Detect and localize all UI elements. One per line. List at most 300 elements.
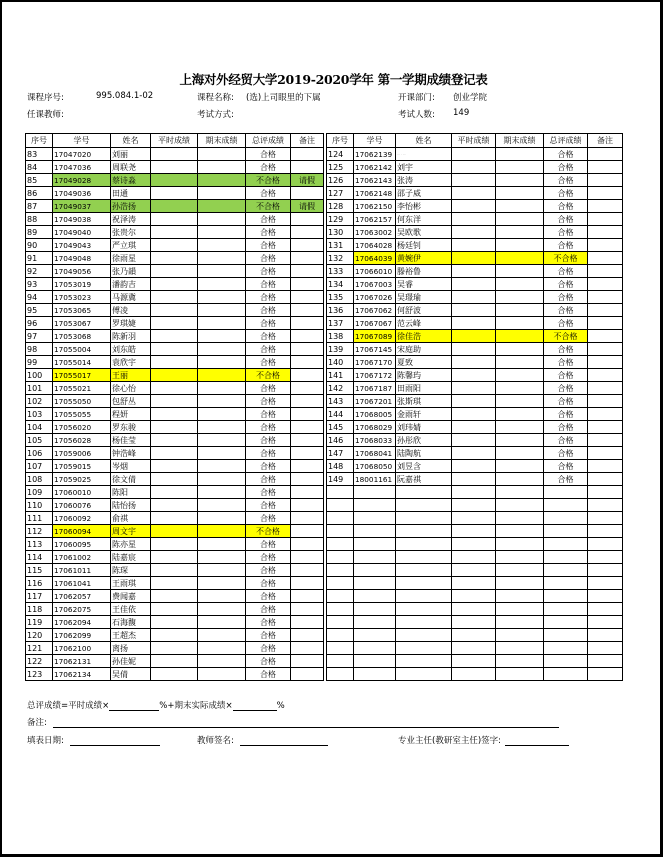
final-score-cell[interactable] <box>198 434 246 447</box>
usual-score-cell[interactable] <box>452 200 496 213</box>
final-score-cell[interactable] <box>198 512 246 525</box>
seq-cell: 102 <box>26 395 53 408</box>
empty-cell <box>452 655 496 668</box>
usual-score-cell[interactable] <box>452 265 496 278</box>
name-cell: 何舒波 <box>396 304 452 317</box>
usual-score-cell[interactable] <box>452 473 496 486</box>
final-score-cell[interactable] <box>496 278 544 291</box>
final-score-cell[interactable] <box>198 538 246 551</box>
empty-cell <box>396 655 452 668</box>
note-cell <box>588 473 623 486</box>
empty-cell <box>452 551 496 564</box>
usual-score-cell[interactable] <box>151 577 198 590</box>
empty-cell <box>544 486 588 499</box>
final-score-cell[interactable] <box>198 239 246 252</box>
empty-cell <box>327 668 354 681</box>
usual-score-cell[interactable] <box>452 408 496 421</box>
usual-score-cell[interactable] <box>151 304 198 317</box>
table-row <box>26 343 324 356</box>
empty-cell <box>327 499 354 512</box>
final-score-cell[interactable] <box>198 343 246 356</box>
usual-score-cell[interactable] <box>151 408 198 421</box>
table-row <box>327 369 623 382</box>
final-score-cell[interactable] <box>496 226 544 239</box>
final-score-cell[interactable] <box>198 473 246 486</box>
seq-cell: 87 <box>26 200 53 213</box>
final-score-cell[interactable] <box>198 499 246 512</box>
note-cell <box>291 564 324 577</box>
seq-cell: 125 <box>327 161 354 174</box>
usual-score-cell[interactable] <box>151 148 198 161</box>
table-row <box>26 668 324 681</box>
table-row <box>26 200 324 213</box>
student-id-cell: 17055055 <box>53 408 111 421</box>
final-score-cell[interactable] <box>198 317 246 330</box>
table-row <box>327 395 623 408</box>
seq-cell: 143 <box>327 395 354 408</box>
final-score-cell[interactable] <box>496 187 544 200</box>
table-row <box>327 291 623 304</box>
page-title: 上海对外经贸大学2019-2020学年 第一学期成绩登记表 <box>179 72 488 87</box>
final-score-cell[interactable] <box>198 616 246 629</box>
usual-score-cell[interactable] <box>452 239 496 252</box>
student-id-cell: 17053023 <box>53 291 111 304</box>
empty-cell <box>354 512 396 525</box>
final-score-cell[interactable] <box>198 577 246 590</box>
usual-score-cell[interactable] <box>151 447 198 460</box>
final-score-cell[interactable] <box>198 382 246 395</box>
student-id-cell: 17062139 <box>354 148 396 161</box>
seq-cell: 134 <box>327 278 354 291</box>
usual-score-cell[interactable] <box>452 343 496 356</box>
usual-score-cell[interactable] <box>151 512 198 525</box>
table-row <box>327 161 623 174</box>
name-cell: 岑烟 <box>111 460 151 473</box>
final-score-cell[interactable] <box>496 460 544 473</box>
name-cell: 杨佳莹 <box>111 434 151 447</box>
empty-cell <box>396 642 452 655</box>
name-cell: 陈亦星 <box>111 538 151 551</box>
usual-score-cell[interactable] <box>452 226 496 239</box>
usual-score-cell[interactable] <box>452 161 496 174</box>
final-score-cell[interactable] <box>198 200 246 213</box>
empty-cell <box>544 551 588 564</box>
empty-cell <box>327 486 354 499</box>
student-id-cell: 17049043 <box>53 239 111 252</box>
total-score-cell: 合格 <box>246 460 291 473</box>
total-score-cell: 合格 <box>544 174 588 187</box>
empty-cell <box>354 577 396 590</box>
final-score-cell[interactable] <box>198 330 246 343</box>
final-score-cell[interactable] <box>198 551 246 564</box>
seq-cell: 110 <box>26 499 53 512</box>
total-score-cell: 合格 <box>544 408 588 421</box>
seq-cell: 133 <box>327 265 354 278</box>
empty-cell <box>354 668 396 681</box>
final-score-cell[interactable] <box>198 668 246 681</box>
final-score-cell[interactable] <box>198 148 246 161</box>
dept: 创业学院 <box>453 93 488 103</box>
final-score-cell[interactable] <box>198 629 246 642</box>
usual-score-cell[interactable] <box>151 655 198 668</box>
final-score-cell[interactable] <box>496 174 544 187</box>
empty-cell <box>354 655 396 668</box>
usual-score-cell[interactable] <box>151 460 198 473</box>
final-score-cell[interactable] <box>198 421 246 434</box>
table-row <box>327 174 623 187</box>
final-score-cell[interactable] <box>198 278 246 291</box>
usual-score-cell[interactable] <box>151 395 198 408</box>
seq-cell: 139 <box>327 343 354 356</box>
date-field[interactable] <box>70 736 160 746</box>
note-cell <box>291 317 324 330</box>
final-score-cell[interactable] <box>496 356 544 369</box>
name-cell: 吴欧歌 <box>396 226 452 239</box>
final-score-cell[interactable] <box>198 603 246 616</box>
empty-cell <box>396 616 452 629</box>
table-row <box>26 252 324 265</box>
student-id-cell: 17060010 <box>53 486 111 499</box>
final-score-cell[interactable] <box>496 447 544 460</box>
usual-score-cell[interactable] <box>151 538 198 551</box>
usual-score-cell[interactable] <box>151 356 198 369</box>
student-id-cell: 17067067 <box>354 317 396 330</box>
usual-score-cell[interactable] <box>452 382 496 395</box>
name-cell: 刘玮婧 <box>396 421 452 434</box>
name-cell: 袁欣宇 <box>111 356 151 369</box>
total-score-cell: 不合格 <box>246 174 291 187</box>
final-score-cell[interactable] <box>496 473 544 486</box>
note-cell <box>291 291 324 304</box>
name-cell: 徐雨星 <box>111 252 151 265</box>
final-score-cell[interactable] <box>496 200 544 213</box>
final-score-cell[interactable] <box>198 642 246 655</box>
final-score-cell[interactable] <box>198 213 246 226</box>
name-cell: 费闻嘉 <box>111 590 151 603</box>
student-id-cell: 17060076 <box>53 499 111 512</box>
final-score-cell[interactable] <box>198 447 246 460</box>
name-cell: 罗东骏 <box>111 421 151 434</box>
usual-score-cell[interactable] <box>452 460 496 473</box>
name-cell: 张贵尔 <box>111 226 151 239</box>
usual-score-cell[interactable] <box>151 421 198 434</box>
final-score-cell[interactable] <box>496 265 544 278</box>
student-id-cell: 17068029 <box>354 421 396 434</box>
student-id-cell: 17059015 <box>53 460 111 473</box>
usual-score-cell[interactable] <box>151 382 198 395</box>
final-score-cell[interactable] <box>496 161 544 174</box>
note-cell <box>291 603 324 616</box>
final-score-cell[interactable] <box>496 421 544 434</box>
total-score-cell: 合格 <box>544 447 588 460</box>
empty-cell <box>452 577 496 590</box>
final-weight-field[interactable] <box>233 701 277 711</box>
final-score-cell[interactable] <box>496 395 544 408</box>
empty-cell <box>452 538 496 551</box>
final-score-cell[interactable] <box>198 369 246 382</box>
table-row <box>327 382 623 395</box>
usual-score-cell[interactable] <box>151 174 198 187</box>
final-score-cell[interactable] <box>496 330 544 343</box>
table-row <box>26 603 324 616</box>
final-score-cell[interactable] <box>496 434 544 447</box>
name-cell: 陈馨玙 <box>396 369 452 382</box>
student-id-cell: 17062100 <box>53 642 111 655</box>
name-cell: 陆怡扬 <box>111 499 151 512</box>
empty-cell <box>354 642 396 655</box>
usual-score-cell[interactable] <box>151 226 198 239</box>
usual-score-cell[interactable] <box>151 603 198 616</box>
note-cell: 请假 <box>291 200 324 213</box>
seq-cell: 99 <box>26 356 53 369</box>
final-score-cell[interactable] <box>198 460 246 473</box>
usual-score-cell[interactable] <box>151 239 198 252</box>
usual-score-cell[interactable] <box>452 213 496 226</box>
total-score-cell: 不合格 <box>544 330 588 343</box>
name-cell: 包舒丛 <box>111 395 151 408</box>
student-id-cell: 17062157 <box>354 213 396 226</box>
seq-cell: 100 <box>26 369 53 382</box>
note-cell <box>291 473 324 486</box>
final-score-cell[interactable] <box>198 187 246 200</box>
name-cell: 何东洋 <box>396 213 452 226</box>
seq-cell: 107 <box>26 460 53 473</box>
total-score-cell: 合格 <box>246 447 291 460</box>
director-sign-field[interactable] <box>505 736 569 746</box>
usual-score-cell[interactable] <box>452 330 496 343</box>
final-score-cell[interactable] <box>496 343 544 356</box>
seq-cell: 114 <box>26 551 53 564</box>
empty-cell <box>354 538 396 551</box>
grades-table-left <box>25 133 324 681</box>
name-cell: 滕裕鲁 <box>396 265 452 278</box>
usual-score-cell[interactable] <box>151 200 198 213</box>
empty-cell <box>588 629 623 642</box>
total-score-cell: 合格 <box>246 161 291 174</box>
usual-score-cell[interactable] <box>452 434 496 447</box>
usual-score-cell[interactable] <box>452 447 496 460</box>
usual-score-cell[interactable] <box>151 330 198 343</box>
usual-score-cell[interactable] <box>452 148 496 161</box>
empty-cell <box>496 512 544 525</box>
seq-cell: 137 <box>327 317 354 330</box>
note-cell <box>291 616 324 629</box>
teacher-label: 任课教师: <box>27 110 64 120</box>
seq-cell: 113 <box>26 538 53 551</box>
table-row <box>26 590 324 603</box>
remark-label: 备注: <box>27 718 47 728</box>
name-cell: 石海馥 <box>111 616 151 629</box>
usual-score-cell[interactable] <box>452 317 496 330</box>
usual-score-cell[interactable] <box>151 525 198 538</box>
final-score-cell[interactable] <box>496 317 544 330</box>
seq-cell: 92 <box>26 265 53 278</box>
student-id-cell: 17067062 <box>354 304 396 317</box>
usual-score-cell[interactable] <box>151 265 198 278</box>
usual-score-cell[interactable] <box>452 356 496 369</box>
exam-method-label: 考试方式: <box>197 110 234 120</box>
name-cell: 刘东皓 <box>111 343 151 356</box>
empty-cell <box>544 642 588 655</box>
empty-cell <box>354 499 396 512</box>
empty-row <box>327 486 623 499</box>
final-score-cell[interactable] <box>198 590 246 603</box>
final-score-cell[interactable] <box>496 291 544 304</box>
total-score-cell: 合格 <box>246 668 291 681</box>
note-cell <box>291 356 324 369</box>
usual-score-cell[interactable] <box>452 304 496 317</box>
final-score-cell[interactable] <box>496 252 544 265</box>
final-score-cell[interactable] <box>198 304 246 317</box>
empty-cell <box>396 564 452 577</box>
final-score-cell[interactable] <box>198 161 246 174</box>
note-cell <box>291 642 324 655</box>
usual-score-cell[interactable] <box>452 395 496 408</box>
usual-score-cell[interactable] <box>452 291 496 304</box>
usual-score-cell[interactable] <box>151 668 198 681</box>
name-cell: 钟浩峰 <box>111 447 151 460</box>
seq-cell: 101 <box>26 382 53 395</box>
usual-score-cell[interactable] <box>452 174 496 187</box>
usual-score-cell[interactable] <box>151 473 198 486</box>
usual-score-cell[interactable] <box>452 421 496 434</box>
student-id-cell: 17067172 <box>354 369 396 382</box>
seq-cell: 106 <box>26 447 53 460</box>
usual-score-cell[interactable] <box>151 291 198 304</box>
usual-score-cell[interactable] <box>151 187 198 200</box>
final-score-cell[interactable] <box>496 369 544 382</box>
usual-score-cell[interactable] <box>151 213 198 226</box>
final-score-cell[interactable] <box>496 239 544 252</box>
final-score-cell[interactable] <box>198 291 246 304</box>
final-score-cell[interactable] <box>496 408 544 421</box>
table-row <box>327 213 623 226</box>
student-id-cell: 17063002 <box>354 226 396 239</box>
student-id-cell: 17049037 <box>53 200 111 213</box>
note-cell <box>291 590 324 603</box>
seq-cell: 140 <box>327 356 354 369</box>
table-row <box>327 421 623 434</box>
final-score-cell[interactable] <box>198 174 246 187</box>
name-cell: 陆陶航 <box>396 447 452 460</box>
empty-row <box>327 668 623 681</box>
student-id-cell: 17049048 <box>53 252 111 265</box>
empty-cell <box>452 603 496 616</box>
table-header <box>327 134 623 148</box>
usual-score-cell[interactable] <box>151 317 198 330</box>
name-cell: 潘韵吉 <box>111 278 151 291</box>
note-cell: 请假 <box>291 174 324 187</box>
seq-cell: 141 <box>327 369 354 382</box>
name-cell: 徐文倩 <box>111 473 151 486</box>
final-score-cell[interactable] <box>496 213 544 226</box>
note-cell <box>291 499 324 512</box>
final-score-cell[interactable] <box>496 148 544 161</box>
empty-cell <box>496 668 544 681</box>
student-id-cell: 17067003 <box>354 278 396 291</box>
empty-cell <box>327 590 354 603</box>
name-cell: 孙浩扬 <box>111 200 151 213</box>
empty-cell <box>496 525 544 538</box>
remark-field[interactable] <box>53 718 559 728</box>
usual-score-cell[interactable] <box>151 343 198 356</box>
final-score-cell[interactable] <box>198 564 246 577</box>
total-score-cell: 合格 <box>246 434 291 447</box>
note-cell <box>291 486 324 499</box>
usual-score-cell[interactable] <box>151 278 198 291</box>
usual-score-cell[interactable] <box>151 564 198 577</box>
usual-score-cell[interactable] <box>151 486 198 499</box>
usual-score-cell[interactable] <box>452 252 496 265</box>
final-score-cell[interactable] <box>496 304 544 317</box>
date-label: 填表日期: <box>27 736 64 746</box>
col-student-id: 学号 <box>354 134 396 148</box>
usual-score-cell[interactable] <box>151 642 198 655</box>
usual-score-cell[interactable] <box>151 252 198 265</box>
usual-score-cell[interactable] <box>151 629 198 642</box>
total-score-cell: 合格 <box>246 148 291 161</box>
empty-cell <box>496 616 544 629</box>
usual-score-cell[interactable] <box>452 369 496 382</box>
name-cell: 黄婉伊 <box>396 252 452 265</box>
seq-cell: 116 <box>26 577 53 590</box>
seq-cell: 126 <box>327 174 354 187</box>
empty-cell <box>327 525 354 538</box>
final-score-cell[interactable] <box>198 252 246 265</box>
final-score-cell[interactable] <box>198 408 246 421</box>
usual-score-cell[interactable] <box>151 161 198 174</box>
final-score-cell[interactable] <box>198 356 246 369</box>
note-cell <box>291 252 324 265</box>
total-score-cell: 合格 <box>544 200 588 213</box>
seq-cell: 111 <box>26 512 53 525</box>
empty-cell <box>452 512 496 525</box>
student-id-cell: 17060094 <box>53 525 111 538</box>
total-score-cell: 合格 <box>246 421 291 434</box>
table-row <box>26 395 324 408</box>
usual-score-cell[interactable] <box>151 551 198 564</box>
note-cell <box>588 421 623 434</box>
name-cell: 邵子威 <box>396 187 452 200</box>
empty-cell <box>544 629 588 642</box>
name-cell: 俞祺 <box>111 512 151 525</box>
empty-row <box>327 603 623 616</box>
seq-cell: 132 <box>327 252 354 265</box>
final-score-cell[interactable] <box>198 486 246 499</box>
usual-score-cell[interactable] <box>452 278 496 291</box>
table-row <box>26 525 324 538</box>
usual-score-cell[interactable] <box>151 434 198 447</box>
final-score-cell[interactable] <box>198 395 246 408</box>
final-score-cell[interactable] <box>198 655 246 668</box>
empty-cell <box>588 642 623 655</box>
usual-score-cell[interactable] <box>151 616 198 629</box>
empty-cell <box>496 590 544 603</box>
usual-score-cell[interactable] <box>151 369 198 382</box>
usual-score-cell[interactable] <box>151 590 198 603</box>
empty-row <box>327 590 623 603</box>
final-score-cell[interactable] <box>198 265 246 278</box>
final-score-cell[interactable] <box>496 382 544 395</box>
final-score-cell[interactable] <box>198 226 246 239</box>
teacher-sign-field[interactable] <box>240 736 328 746</box>
usual-weight-field[interactable] <box>109 701 159 711</box>
final-score-cell[interactable] <box>198 525 246 538</box>
usual-score-cell[interactable] <box>151 499 198 512</box>
seq-cell: 123 <box>26 668 53 681</box>
seq-cell: 120 <box>26 629 53 642</box>
usual-score-cell[interactable] <box>452 187 496 200</box>
